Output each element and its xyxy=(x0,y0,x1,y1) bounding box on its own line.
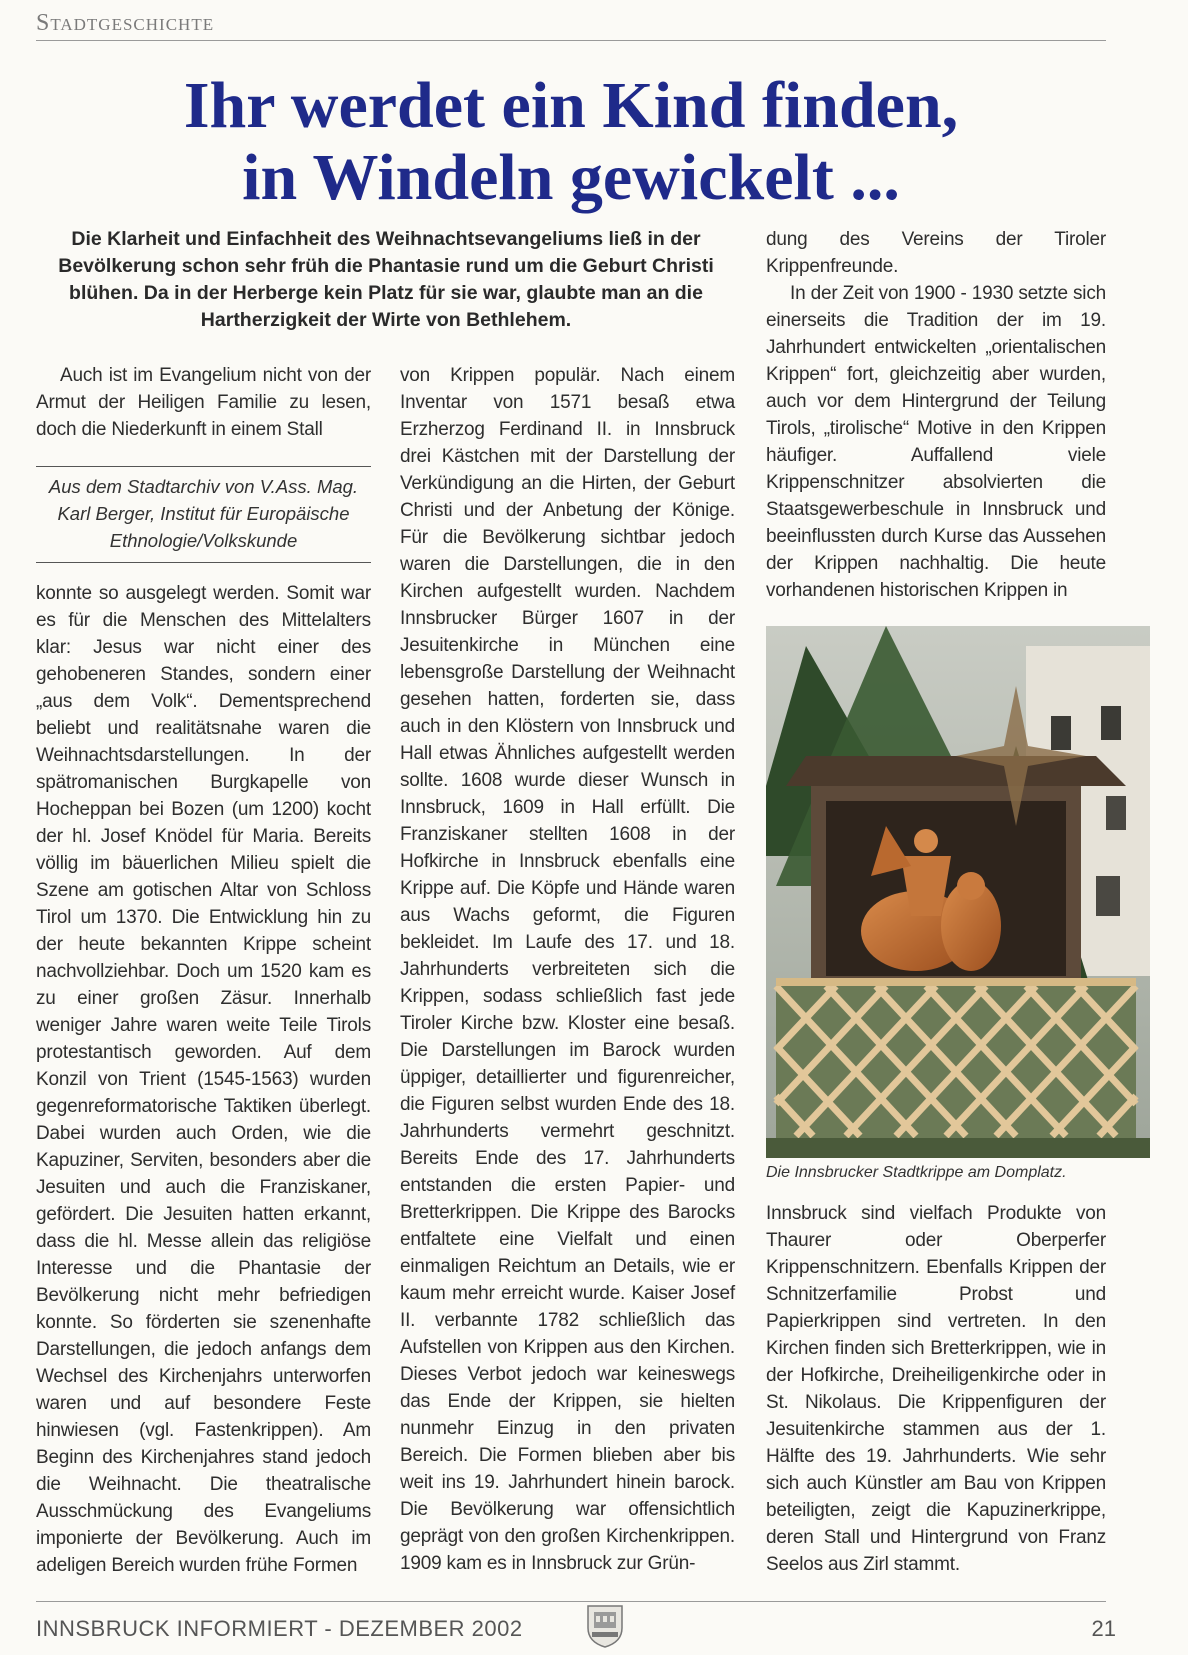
city-crest-icon xyxy=(586,1602,624,1648)
column-1-paragraph-2: konnte so ausgelegt werden. Somit war es für die Menschen des Mittelalters klar: Jesus war nicht einer des gehobeneren Standes, sondern einer „aus dem Volk“. Dementsprechend beliebt und realitätsnahe waren die Weihnachtsdarstellungen. In der spätromanischen Burgkapelle von Hocheppan bei Bozen (um 1200) kocht der hl. Josef Knödel für Maria. Bereits völlig im bäuerlichen Milieu spielt die Szene am gotischen Altar von Schloss Tirol um 1370. Die Entwicklung hin zu der heute bekannten Krippe scheint nachvollziehbar. Doch um 1520 kam es zu einer großen Zäsur. Innerhalb weniger Jahre waren weite Teile Tirols protestantisch geworden. Auf dem Konzil von Trient (1545-1563) wurden gegenreformatorische Taktiken überlegt. Dabei wurden auch Orden, wie die Kapuziner, Serviten, besonders aber die Jesuiten und auch die Franziskaner, gefördert. Die Jesuiten hatten erkannt, dass die hl. Messe allein das religiöse Interesse und die Phantasie der Bevölkerung nicht mehr befriedigen konnte. So förderten sie szenenhafte Darstellungen, die jedoch anfangs dem Wechsel des Kirchenjahrs unterworfen waren und auf besondere Feste hinwiesen (vgl. Fastenkrippen). Am Beginn des Kirchenjahres stand jedoch die Weihnacht. Die theatralische Ausschmückung des Evangeliums imponierte der Bevölkerung. Auch im adeligen Bereich wurden frühe Formen xyxy=(36,583,371,1576)
column-3-top xyxy=(766,226,1106,604)
headline-line-1: Ihr werdet ein Kind finden, xyxy=(183,69,959,142)
lead-paragraph: Die Klarheit und Einfachheit des Weihnachtsevangeliums ließ in der Bevölkerung schon sehr früh die Phantasie rund um die Geburt Christi blühen. Da in der Herberge kein Platz für sie war, glaubte man an die Hartherzigkeit der Wirte von Bethlehem. xyxy=(58,228,714,331)
photo-illustration xyxy=(766,626,1150,1158)
column-1-paragraph-1: Auch ist im Evangelium nicht von der Armut der Heiligen Familie zu lesen, doch die Niederkunft in einem Stall xyxy=(36,365,371,440)
footer-publication: INNSBRUCK INFORMIERT - DEZEMBER 2002 xyxy=(36,1616,523,1641)
headline-line-2: in Windeln gewickelt ... xyxy=(242,141,900,214)
column-2-paragraph: von Krippen populär. Nach einem Inventar von 1571 besaß etwa Erzherzog Ferdinand II. in Innsbruck drei Kästchen mit der Darstellung der Verkündigung an die Hirten, der Geburt Christi und der Anbetung der Könige. Für die Bevölkerung sichtbar jedoch waren die Darstellungen, die in den Kirchen aufgestellt wurden. Nachdem Innsbrucker Bürger 1607 in der Jesuitenkirche in München eine lebensgroße Darstellung der Weihnacht gesehen hatten, forderten sie, dass auch in den Klöstern von Innsbruck und Hall etwas Ähnliches aufgestellt werden sollte. 1608 wurde dieser Wunsch in Innsbruck, 1609 in Hall erfüllt. Die Franziskaner stellten 1608 in der Hofkirche in Innsbruck ebenfalls eine Krippe auf. Die Köpfe und Hände waren aus Wachs geformt, die Figuren bekleidet. Im Laufe des 17. und 18. Jahrhunderts verbreiteten sich die Krippen, sodass schließlich fast jede Tiroler Kirche bzw. Kloster eine besaß. Die Darstellungen im Barock wurden üppiger, detaillierter und figurenreicher, die Figuren selbst wurden Ende des 18. Jahrhunderts vermehrt geschnitzt. Bereits Ende des 17. Jahrhunderts entstanden die ersten Papier- und Bretterkrippen. Die Krippe des Barocks entfaltete eine Vielfalt und einen einmaligen Reichtum an Details, wie er kaum mehr erreicht wurde. Kaiser Josef II. verbannte 1782 schließlich das Aufstellen von Krippen aus den Kirchen. Dieses Verbot jedoch war keineswegs das Ende der Krippen, sie hielten nunmehr Einzug in den privaten Bereich. Die Formen blieben aber bis weit ins 19. Jahrhundert hinein barock. Die Bevölkerung war offensichtlich geprägt von den großen Kirchenkrippen. 1909 kam es in Innsbruck zur Grün- xyxy=(400,365,735,1574)
nativity-scene-photo xyxy=(766,626,1150,1158)
top-rule xyxy=(36,40,1106,41)
column-3-paragraph-1: dung des Vereins der Tiroler Krippenfreunde. xyxy=(766,229,1106,277)
author-note: Aus dem Stadtarchiv von V.Ass. Mag. Karl Berger, Institut für Europäische Ethnologie/Volkskunde xyxy=(36,466,371,563)
photo-caption: Die Innsbrucker Stadtkrippe am Domplatz. xyxy=(766,1164,1067,1181)
column-1-body xyxy=(36,580,371,1579)
headline xyxy=(36,70,1106,214)
column-3-paragraph-3: Innsbruck sind vielfach Produkte von Thaurer oder Oberperfer Krippenschnitzern. Ebenfalls Krippen der Schnitzerfamilie Probst und Papierkrippen sind vertreten. In den Kirchen finden sich Bretterkrippen, wie in der Hofkirche, Dreiheiligenkirche oder in St. Nikolaus. Die Krippenfiguren der Jesuitenkirche stammen aus der 1. Hälfte des 19. Jahrhunderts. Wie sehr sich auch Künstler am Bau von Krippen beteiligten, zeigt die Kapuzinerkrippe, deren Stall und Hintergrund von Franz Seelos aus Zirl stammt. xyxy=(766,1203,1106,1575)
column-1-intro xyxy=(36,362,371,443)
section-label: Stadtgeschichte xyxy=(36,10,215,36)
column-3-paragraph-2: In der Zeit von 1900 - 1930 setzte sich einerseits die Tradition der im 19. Jahrhundert entwickelten „orientalischen Krippen“ fort, gleichzeitig aber wurden, auch vor dem Hintergrund der Teilung Tirols, „tirolische“ Motive in den Krippen häufiger. Auffallend viele Krippenschnitzer absolvierten die Staatsgewerbeschule in Innsbruck und beeinflussten durch Kurse das Aussehen der Krippen nachhaltig. Die heute vorhandenen historischen Krippen in xyxy=(766,283,1106,601)
bottom-rule xyxy=(36,1601,1106,1602)
column-2-body xyxy=(400,362,735,1577)
column-3-bottom xyxy=(766,1200,1106,1578)
page-number: 21 xyxy=(1091,1616,1116,1641)
